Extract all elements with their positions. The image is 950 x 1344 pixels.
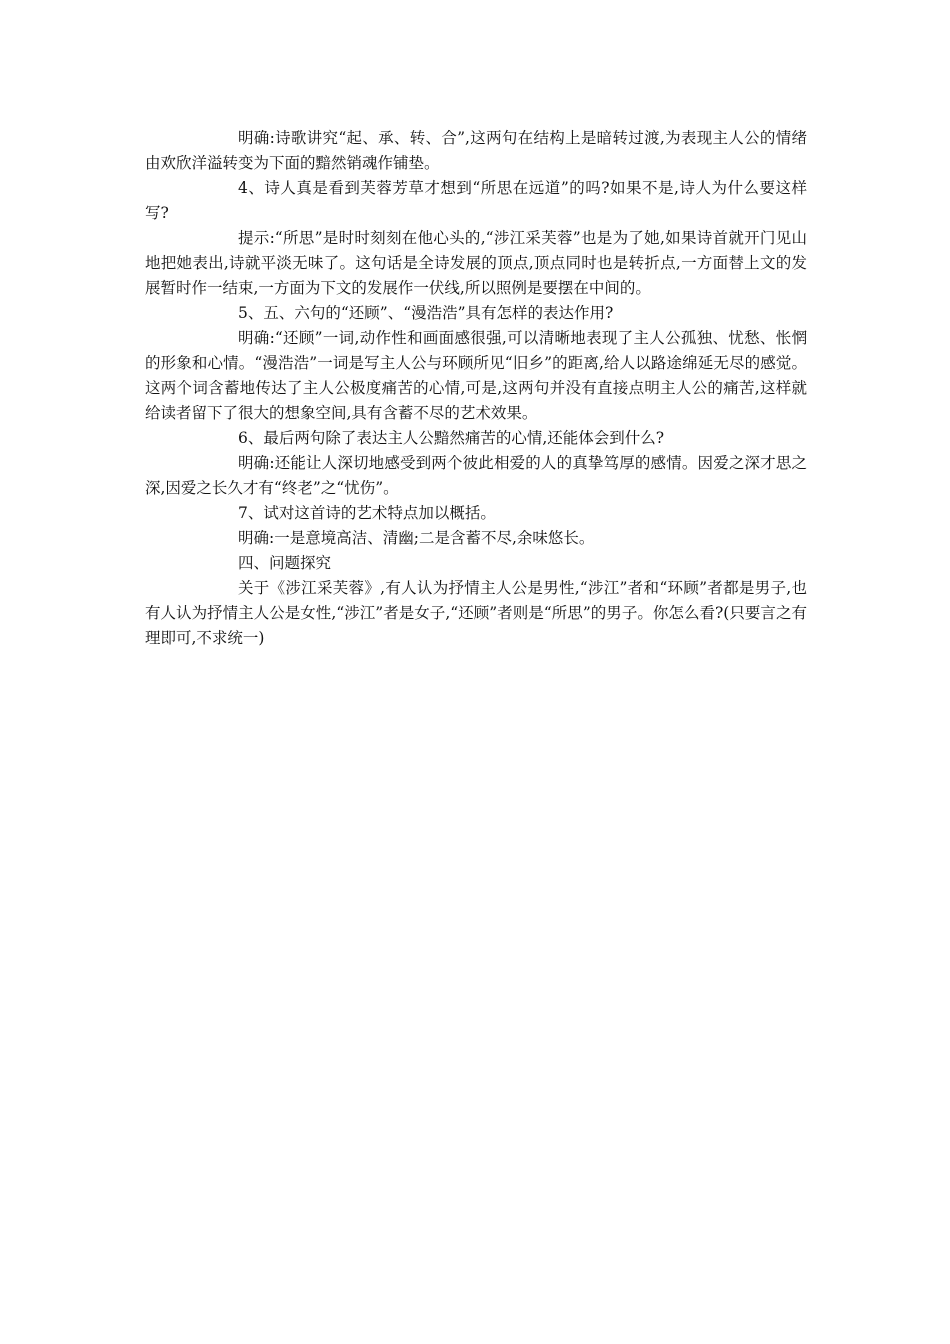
question-heading: 7、试对这首诗的艺术特点加以概括。 [238, 504, 496, 522]
paragraph: 提示:“所思”是时时刻刻在他心头的,“涉江采芙蓉”也是为了她,如果诗首就开门见山地把她表出,诗就平淡无味了。这句话是全诗发展的顶点,顶点同时也是转折点,一方面替上文的发展暂时作一结束,一方面为下文的发展作一伏线,所以照例是要摆在中间的。 [145, 229, 807, 297]
paragraph: 明确:“还顾”一词,动作性和画面感很强,可以清晰地表现了主人公孤独、忧愁、怅惘的形象和心情。“漫浩浩”一词是写主人公与环顾所见“旧乡”的距离,给人以路途绵延无尽的感觉。这两个词含蓄地传达了主人公极度痛苦的心情,可是,这两句并没有直接点明主人公的痛苦,这样就给读者留下了很大的想象空间,具有含蓄不尽的艺术效果。 [145, 329, 807, 422]
paragraph: 明确:还能让人深切地感受到两个彼此相爱的人的真挚笃厚的感情。因爱之深才思之深,因爱之长久才有“终老”之“忧伤”。 [145, 454, 807, 497]
paragraph: 关于《涉江采芙蓉》,有人认为抒情主人公是男性,“涉江”者和“环顾”者都是男子,也有人认为抒情主人公是女性,“涉江”者是女子,“还顾”者则是“所思”的男子。你怎么看?(只要言之有理即可,不求统一) [145, 579, 807, 647]
paragraph: 明确:一是意境高洁、清幽;二是含蓄不尽,余味悠长。 [238, 529, 595, 547]
section-heading: 四、问题探究 [238, 554, 332, 572]
question-heading: 6、最后两句除了表达主人公黯然痛苦的心情,还能体会到什么? [238, 429, 665, 447]
paragraph: 明确:诗歌讲究“起、承、转、合”,这两句在结构上是暗转过渡,为表现主人公的情绪由欢欣洋溢转变为下面的黯然销魂作铺垫。 [145, 129, 807, 172]
question-heading: 5、五、六句的“还顾”、“漫浩浩”具有怎样的表达作用? [238, 304, 614, 322]
question-heading: 4、诗人真是看到芙蓉芳草才想到“所思在远道”的吗?如果不是,诗人为什么要这样写? [145, 179, 807, 222]
document-body [145, 126, 807, 651]
